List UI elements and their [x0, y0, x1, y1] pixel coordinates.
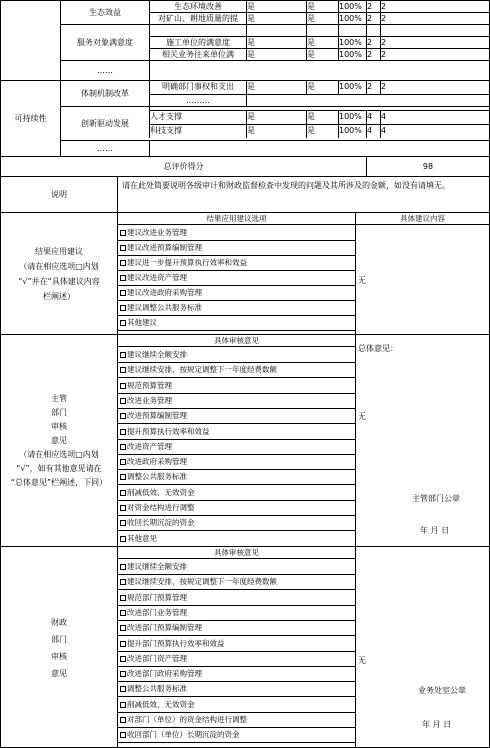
- target-met: 是: [246, 48, 306, 60]
- actual-score: 4: [380, 124, 489, 138]
- checkbox-icon[interactable]: [120, 398, 126, 404]
- dept-option-label: 建议继续安排，按规定调整下一年度经费数额: [127, 365, 277, 375]
- suggestion-option-label: 建议改进业务管理: [127, 228, 187, 237]
- target-met: 是: [246, 110, 306, 124]
- finance-option[interactable]: [118, 713, 355, 728]
- dept-label-line: “总体意见”栏阐述，下同）: [10, 477, 108, 487]
- target-met: 是: [246, 124, 306, 138]
- suggestion-options: [117, 212, 355, 334]
- finance-option-label: 削减低效、无效资金: [127, 699, 195, 709]
- dept-date: 年 月 日: [420, 526, 450, 535]
- dept-header: 具体审核意见: [118, 335, 355, 347]
- suggestion-option[interactable]: [118, 286, 355, 301]
- indicator-name: 施工单位的满意度: [149, 36, 246, 48]
- indicator-name: 明确部门事权和支出: [149, 80, 246, 94]
- dept-option[interactable]: [118, 379, 355, 394]
- indicator-name: 相关业务往来单位满: [149, 48, 246, 60]
- checkbox-icon[interactable]: [120, 595, 126, 601]
- target-met: 是: [246, 80, 306, 94]
- dept-label-line: （请在相应选项□内划: [19, 449, 99, 459]
- dept-option[interactable]: [118, 470, 355, 485]
- indicator-name-blank: [149, 24, 246, 36]
- dept-options: [117, 334, 355, 546]
- checkbox-icon[interactable]: [120, 413, 126, 419]
- suggestion-option-label: 建议进一步提升预算执行效率和效益: [127, 258, 247, 267]
- dept-option-label: 削减低效、无效资金: [127, 487, 195, 497]
- finance-option[interactable]: [118, 682, 355, 697]
- checkbox-icon[interactable]: [120, 610, 126, 616]
- blank-cell: [246, 94, 489, 106]
- dept-label-line: 部门: [51, 407, 67, 417]
- ellipsis: ……: [60, 140, 149, 156]
- dept-option-label: 提升预算执行效率和效益: [127, 426, 210, 436]
- finance-seal: 业务处室公章: [418, 686, 466, 695]
- suggestion-label-line: （请在相应选项□内划: [19, 261, 99, 271]
- sustain-label: 可持续性: [0, 80, 60, 156]
- target-met: 是: [246, 0, 306, 12]
- actual-score: 2: [380, 80, 489, 94]
- checkbox-icon[interactable]: [120, 367, 126, 373]
- finance-option-label: 收回部门（单位）长期沉淀的资金: [127, 730, 240, 740]
- dept-option[interactable]: [118, 486, 355, 501]
- suggestion-label-line: 结果应用建议: [35, 246, 83, 256]
- completion-rate: 100%: [338, 124, 366, 138]
- finance-option[interactable]: [118, 560, 355, 575]
- checkbox-icon[interactable]: [120, 536, 126, 542]
- checkbox-icon[interactable]: [120, 505, 126, 511]
- completion-rate: 100%: [338, 110, 366, 124]
- actual-score: 2: [380, 0, 489, 12]
- checkbox-icon[interactable]: [120, 686, 126, 692]
- suggestion-label-line: 栏阐述）: [43, 291, 75, 301]
- checkbox-icon[interactable]: [120, 490, 126, 496]
- suggestion-option[interactable]: [118, 256, 355, 271]
- checkbox-icon[interactable]: [120, 429, 126, 435]
- actual-met: 是: [306, 124, 338, 138]
- finance-label-line: 财政: [51, 617, 67, 627]
- dept-option-label: 改进业务管理: [127, 395, 172, 405]
- blank-cell: [338, 24, 366, 36]
- actual-met: 是: [306, 80, 338, 94]
- blank-cell: [0, 0, 60, 80]
- suggestion-option[interactable]: [118, 241, 355, 256]
- target-met: 是: [246, 36, 306, 48]
- dept-option-label: 对资金结构进行调整: [127, 503, 195, 512]
- weight-score: 4: [366, 110, 380, 124]
- indicator-name: 生态环境改善: [149, 0, 246, 12]
- blank-cell: [366, 24, 380, 36]
- checkbox-icon[interactable]: [120, 444, 126, 450]
- actual-met: 是: [306, 110, 338, 124]
- finance-option[interactable]: [118, 728, 355, 743]
- completion-rate: 100%: [338, 0, 366, 12]
- finance-option-label: 建议继续全额安排: [127, 562, 187, 571]
- indicator-name: 人才支撑: [149, 110, 246, 124]
- completion-rate: 100%: [338, 48, 366, 60]
- dept-option[interactable]: [118, 363, 355, 378]
- finance-header: 具体审核意见: [118, 547, 355, 559]
- checkbox-icon[interactable]: [120, 717, 126, 723]
- dept-option-label: 建议继续全额安排: [127, 350, 187, 359]
- dept-option[interactable]: [118, 455, 355, 470]
- suggestion-option-label: 建议改进预算编制管理: [127, 243, 202, 252]
- indicator-name: 对矿山、耕地质量的提: [149, 12, 246, 24]
- actual-score: 2: [380, 48, 489, 60]
- finance-option[interactable]: [118, 637, 355, 652]
- checkbox-icon[interactable]: [120, 290, 126, 296]
- dept-option[interactable]: [118, 532, 355, 546]
- actual-met: 是: [306, 0, 338, 12]
- finance-option[interactable]: [118, 652, 355, 667]
- note-text: 请在此处简要说明各级审计和财政监督检查中发现的问题及其所涉及的金额，如没有请填无。: [117, 176, 489, 212]
- finance-option[interactable]: [118, 591, 355, 606]
- suggestion-option[interactable]: [118, 316, 355, 331]
- note-label: 说明: [0, 176, 117, 212]
- suggestion-content-text: 无: [358, 276, 366, 285]
- blank-cell: [149, 106, 489, 110]
- group-satisfaction: 服务对象满意度: [60, 24, 149, 60]
- blank-cell: [149, 60, 489, 80]
- target-met: 是: [246, 12, 306, 24]
- checkbox-icon[interactable]: [120, 520, 126, 526]
- actual-met: 是: [306, 36, 338, 48]
- weight-score: 2: [366, 48, 380, 60]
- dept-label: [0, 334, 117, 546]
- finance-option-label: 提升部门预算执行效率和效益: [127, 638, 225, 648]
- dept-option[interactable]: [118, 425, 355, 440]
- checkbox-icon[interactable]: [120, 245, 126, 251]
- suggestion-content: [355, 212, 489, 334]
- checkbox-icon[interactable]: [120, 320, 126, 326]
- actual-score: 4: [380, 110, 489, 124]
- dept-label-line: 意见: [51, 435, 67, 445]
- blank-cell: [149, 140, 489, 156]
- suggestion-label-line: “√”并在“具体建议内容: [18, 276, 100, 286]
- finance-options: [117, 546, 355, 748]
- dept-option-label: 规范预算管理: [127, 380, 172, 390]
- finance-option-label: 对部门（单位）的资金结构进行调整: [127, 715, 247, 724]
- dept-overall-label: 总体意见：: [358, 344, 398, 353]
- dept-label-line: “√”，如有其他意见请在: [16, 463, 102, 473]
- checkbox-icon[interactable]: [120, 671, 126, 677]
- dept-option[interactable]: [118, 348, 355, 363]
- checkbox-icon[interactable]: [120, 275, 126, 281]
- suggestion-content-header: 具体建议内容: [356, 213, 489, 225]
- finance-label-line: 部门: [51, 634, 67, 644]
- weight-score: 2: [366, 36, 380, 48]
- actual-score: 2: [380, 12, 489, 24]
- finance-option[interactable]: [118, 606, 355, 621]
- dept-option[interactable]: [118, 516, 355, 531]
- finance-option-label: 建议继续安排，按规定调整下一年度经费数额: [127, 577, 277, 587]
- completion-rate: 100%: [338, 36, 366, 48]
- blank-cell: [246, 24, 306, 36]
- finance-option-label: 规范部门预算管理: [127, 592, 187, 602]
- checkbox-icon[interactable]: [120, 656, 126, 662]
- suggestion-label: [0, 212, 117, 334]
- finance-option[interactable]: [118, 575, 355, 590]
- suggestion-option[interactable]: [118, 271, 355, 286]
- suggestion-option-label: 其他建议: [127, 318, 157, 327]
- weight-score: 4: [366, 124, 380, 138]
- checkbox-icon[interactable]: [120, 564, 126, 570]
- suggestion-option[interactable]: [118, 301, 355, 316]
- ellipsis: ……: [60, 60, 149, 80]
- checkbox-icon[interactable]: [120, 702, 126, 708]
- group-mechanism: 体制机制改革: [60, 80, 149, 106]
- dept-overall: [355, 334, 489, 546]
- finance-option[interactable]: [118, 621, 355, 636]
- dept-seal: 主管部门公章: [412, 494, 460, 503]
- total-score-value: 98: [366, 156, 489, 176]
- blank-cell: [380, 24, 489, 36]
- checkbox-icon[interactable]: [120, 732, 126, 738]
- dept-option-label: 改进资产管理: [127, 441, 172, 451]
- finance-option-label: 改进部门业务管理: [127, 607, 187, 617]
- finance-option-label: 改进部门资产管理: [127, 653, 187, 663]
- total-score-label: 总评价得分: [0, 156, 366, 176]
- checkbox-icon[interactable]: [120, 474, 126, 480]
- dept-label-line: 主管: [51, 393, 67, 403]
- indicator-name: 科技支撑: [149, 124, 246, 138]
- dept-option[interactable]: [118, 440, 355, 455]
- group-innovation: 创新驱动发展: [60, 106, 149, 140]
- completion-rate: 100%: [338, 80, 366, 94]
- suggestion-option-label: 建议改进政府采购管理: [127, 288, 202, 297]
- actual-met: 是: [306, 48, 338, 60]
- checkbox-icon[interactable]: [120, 459, 126, 465]
- checkbox-icon[interactable]: [120, 305, 126, 311]
- group-ecological: 生态效益: [60, 0, 149, 24]
- checkbox-icon[interactable]: [120, 352, 126, 358]
- suggestion-option-label: 建议调整公共服务标准: [127, 303, 202, 312]
- finance-label-line: 审核: [51, 651, 67, 661]
- weight-score: 2: [366, 12, 380, 24]
- dept-option[interactable]: [118, 501, 355, 516]
- checkbox-icon[interactable]: [120, 579, 126, 585]
- finance-option-label: 改进部门预算编制管理: [127, 623, 202, 633]
- finance-date: 年 月 日: [422, 720, 452, 729]
- suggestion-option[interactable]: [118, 226, 355, 241]
- finance-option-label: 改进部门政府采购管理: [127, 669, 202, 679]
- finance-option[interactable]: [118, 698, 355, 713]
- dept-content-text: 无: [358, 412, 366, 421]
- finance-label: [0, 546, 117, 748]
- finance-label-line: 意见: [51, 668, 67, 678]
- actual-met: 是: [306, 12, 338, 24]
- actual-score: 2: [380, 36, 489, 48]
- checkbox-icon[interactable]: [120, 625, 126, 631]
- finance-option[interactable]: [118, 667, 355, 682]
- dept-option-label: 调整公共服务标准: [127, 472, 187, 482]
- dept-option[interactable]: [118, 409, 355, 424]
- checkbox-icon[interactable]: [120, 641, 126, 647]
- dept-option-label: 改进预算编制管理: [127, 411, 187, 421]
- completion-rate: 100%: [338, 12, 366, 24]
- dept-option-label: 收回长期沉淀的资金: [127, 518, 195, 528]
- finance-overall: [355, 546, 489, 748]
- dept-option[interactable]: [118, 394, 355, 409]
- weight-score: 2: [366, 0, 380, 12]
- suggestion-header: 结果应用建议选项: [118, 213, 355, 225]
- dept-option-label: 改进政府采购管理: [127, 457, 187, 467]
- ellipsis: ………: [149, 94, 246, 106]
- blank-cell: [306, 24, 338, 36]
- checkbox-icon[interactable]: [120, 260, 126, 266]
- weight-score: 2: [366, 80, 380, 94]
- finance-option-label: 调整公共服务标准: [127, 684, 187, 694]
- finance-content-text: 无: [358, 656, 366, 665]
- dept-option-label: 其他意见: [127, 533, 157, 543]
- checkbox-icon[interactable]: [120, 230, 126, 236]
- checkbox-icon[interactable]: [120, 383, 126, 389]
- dept-label-line: 审核: [51, 421, 67, 431]
- suggestion-option-label: 建议改进资产管理: [127, 273, 187, 282]
